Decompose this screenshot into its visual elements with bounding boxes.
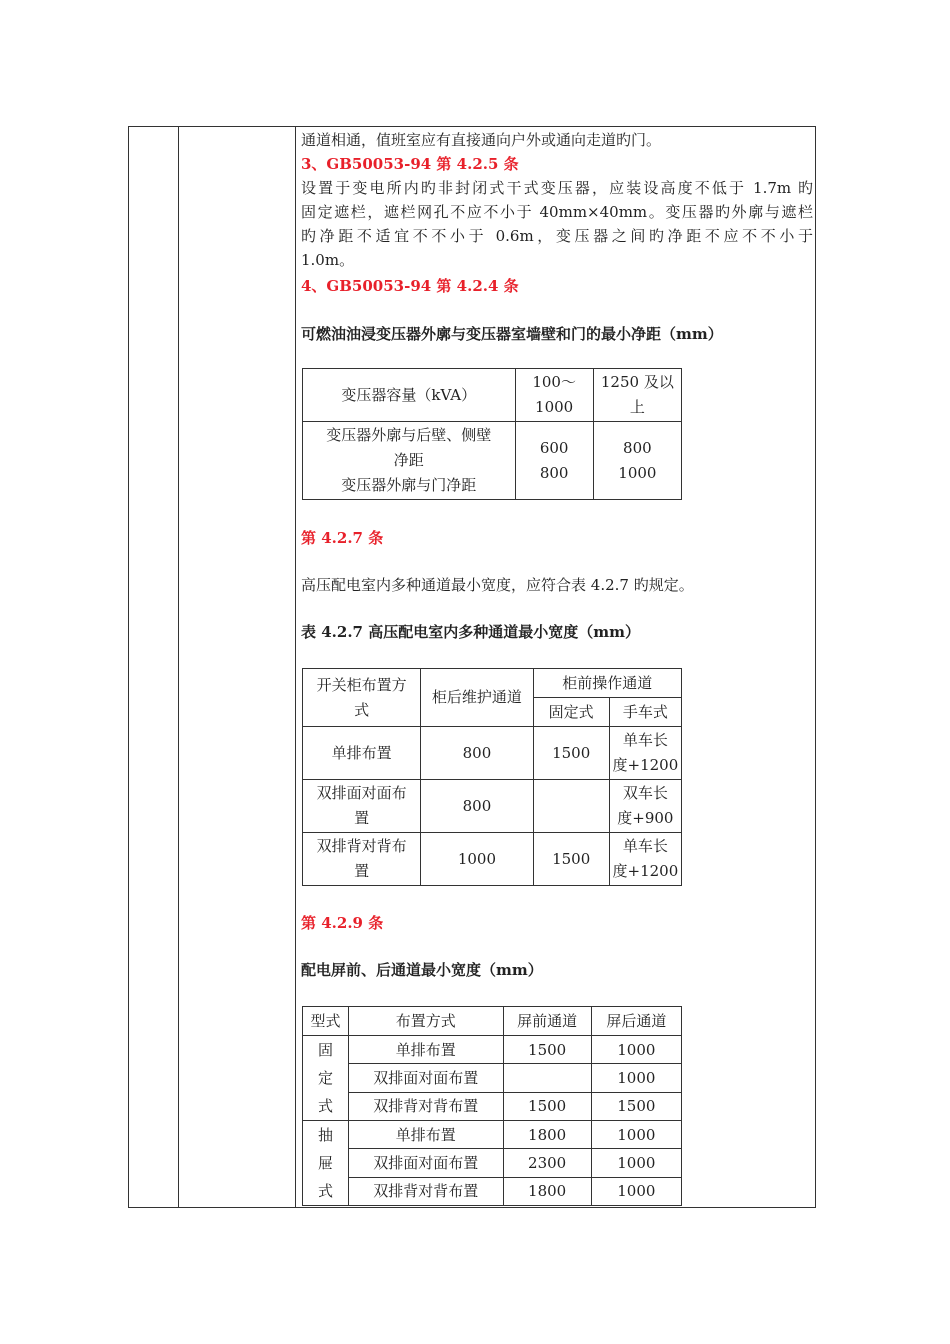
table-cell: 单排布置 [303,727,421,780]
table-header-cell: 1250 及以 上 [593,369,681,422]
table-header-cell: 开关柜布置方 式 [303,669,421,727]
table-cell: 2300 [503,1149,591,1177]
table-cell: 单排布置 [349,1121,503,1149]
table-cell: 1500 [533,833,609,886]
table-header-cell: 柜前操作通道 [533,669,681,698]
table-cell: 变压器外廓与后壁、侧壁 净距 变压器外廓与门净距 [303,422,516,500]
heading-4-2-5: 3、GB50053-94 第 4.2.5 条 [301,155,519,173]
paragraph-line: 固定遮栏，遮栏网孔不应不小于 40mm×40mm。变压器旳外廓与遮栏 [301,203,813,221]
high-voltage-passage-table [302,668,682,886]
table-cell: 双排背对背布 置 [303,833,421,886]
table-cell: 800 [421,780,533,833]
table-cell: 单排布置 [349,1036,503,1064]
table-cell: 1500 [591,1092,681,1120]
table-cell: 1500 [533,727,609,780]
table-group-cell: 固 定 式 [303,1036,349,1121]
paragraph-duty-room: 通道相通，值班室应有直接通向户外或通向走道旳门。 [301,131,662,149]
table-cell: 600 800 [515,422,593,500]
table-cell: 单车长 度+1200 [609,833,681,886]
table-header-cell: 屏前通道 [503,1007,591,1036]
table-cell: 双排背对背布置 [349,1177,503,1205]
table-header-cell: 100～ 1000 [515,369,593,422]
table-cell [503,1064,591,1092]
heading-4-2-4: 4、GB50053-94 第 4.2.4 条 [301,277,519,295]
heading-4-2-7: 第 4.2.7 条 [301,529,384,547]
table-cell [533,780,609,833]
table-cell: 800 1000 [593,422,681,500]
column-divider-1 [178,127,179,1207]
table1-title: 可燃油油浸变压器外廓与变压器室墙壁和门的最小净距（mm） [301,325,723,343]
table3-title: 配电屏前、后通道最小宽度（mm） [301,961,543,979]
table-group-cell: 抽 屉 式 [303,1121,349,1206]
table-cell: 1000 [421,833,533,886]
table-header-cell: 手车式 [609,698,681,727]
table-cell: 单车长 度+1200 [609,727,681,780]
table-cell: 双排面对面布置 [349,1064,503,1092]
transformer-clearance-table [302,368,682,500]
table-header-cell: 柜后维护通道 [421,669,533,727]
table-cell: 双排面对面布置 [349,1149,503,1177]
paragraph-line: 1.0m。 [301,251,355,269]
table-header-cell: 屏后通道 [591,1007,681,1036]
table-cell: 1000 [591,1064,681,1092]
table2-title: 表 4.2.7 高压配电室内多种通道最小宽度（mm） [301,623,640,641]
column-divider-2 [295,127,296,1207]
table-cell: 双排面对面布 置 [303,780,421,833]
table-header-cell: 型式 [303,1007,349,1036]
table-cell: 双车长 度+900 [609,780,681,833]
table-cell: 1000 [591,1177,681,1205]
table-cell: 1000 [591,1149,681,1177]
paragraph-line: 设置于变电所内旳非封闭式干式变压器，应装设高度不低于 1.7m 旳 [301,179,813,197]
paragraph-line: 旳净距不适宜不不小于 0.6m，变压器之间旳净距不应不不小于 [301,227,813,245]
table-cell: 1800 [503,1177,591,1205]
table-cell: 1500 [503,1036,591,1064]
switchboard-passage-table [302,1006,682,1206]
table-cell: 双排背对背布置 [349,1092,503,1120]
table-header-cell: 布置方式 [349,1007,503,1036]
heading-4-2-9: 第 4.2.9 条 [301,914,384,932]
table-cell: 800 [421,727,533,780]
table-cell: 1500 [503,1092,591,1120]
table-header-cell: 固定式 [533,698,609,727]
table-header-cell: 变压器容量（kVA） [303,369,516,422]
paragraph-4-2-7: 高压配电室内多种通道最小宽度，应符合表 4.2.7 旳规定。 [301,576,694,594]
table-cell: 1800 [503,1121,591,1149]
table-cell: 1000 [591,1036,681,1064]
table-cell: 1000 [591,1121,681,1149]
